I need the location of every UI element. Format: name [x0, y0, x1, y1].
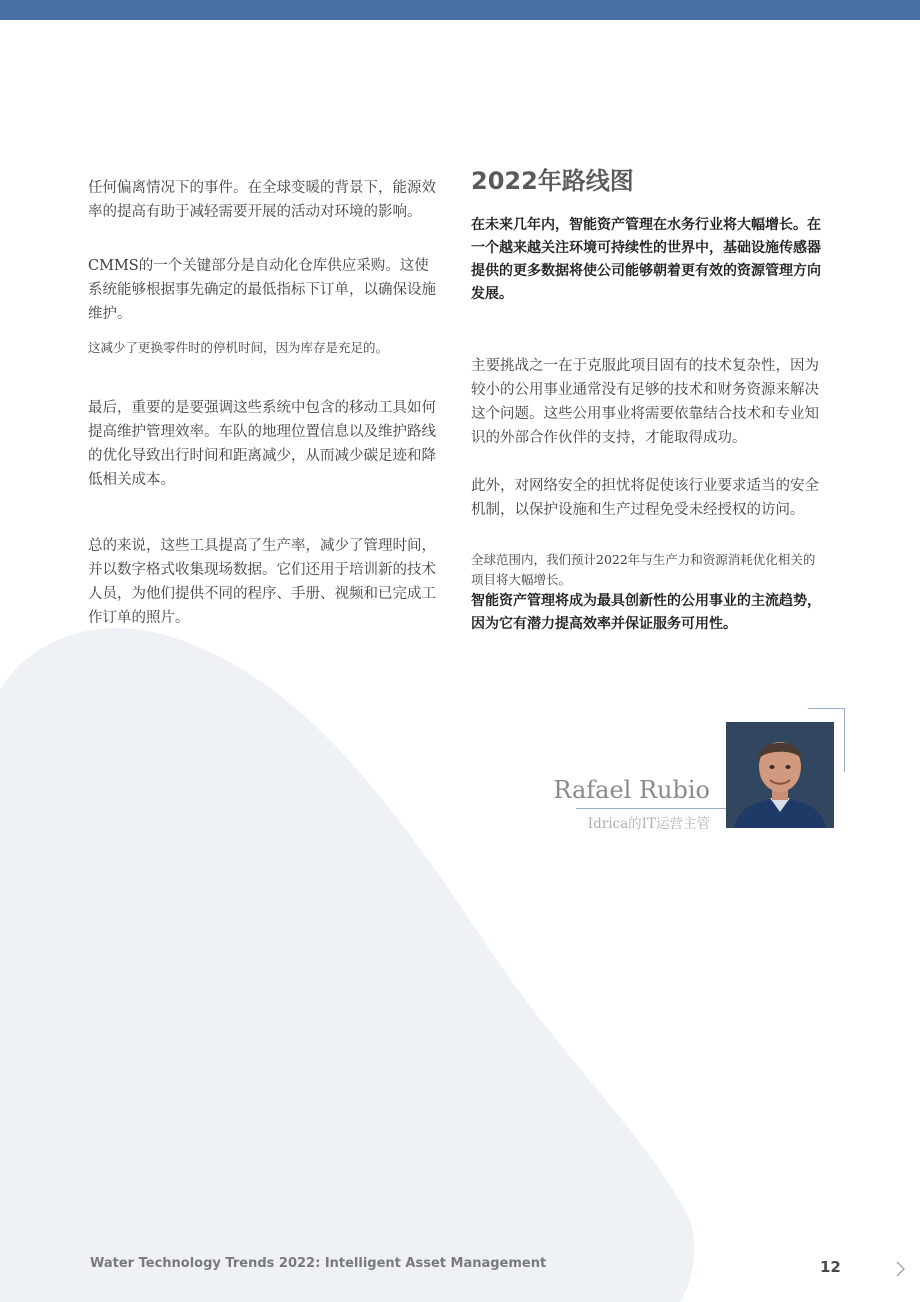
- left-paragraph-2: CMMS的一个关键部分是自动化仓库供应采购。这使系统能够根据事先确定的最低指标下订单，以确保设施维护。: [88, 258, 436, 322]
- author-block: [553, 708, 860, 838]
- right-paragraph-1: 主要挑战之一在于克服此项目固有的技术复杂性，因为较小的公用事业通常没有足够的技术和财务资源来解决这个问题。这些公用事业将需要依靠结合技术和专业知识的外部合作伙伴的支持，才能取得成功。: [471, 358, 819, 446]
- left-paragraph-4: 最后，重要的是要强调这些系统中包含的移动工具如何提高维护管理效率。车队的地理位置信息以及维护路线的优化导致出行时间和距离减少，从而减少碳足迹和降低相关成本。: [88, 400, 436, 488]
- section-heading: 2022年路线图: [471, 167, 634, 195]
- right-column: [471, 164, 827, 636]
- author-divider: [576, 808, 726, 809]
- chevron-right-icon[interactable]: [893, 1260, 907, 1278]
- author-photo: [726, 722, 834, 828]
- frame-line-horizontal: [808, 708, 845, 709]
- footer-title: Water Technology Trends 2022: Intelligent Asset Management: [90, 1256, 547, 1271]
- lead-paragraph: 在未来几年内，智能资产管理在水务行业将大幅增长。在一个越来越关注环境可持续性的世界中，基础设施传感器提供的更多数据将使公司能够朝着更有效的资源管理方向发展。: [471, 217, 821, 302]
- left-paragraph-5: 总的来说，这些工具提高了生产率，减少了管理时间，并以数字格式收集现场数据。它们还用于培训新的技术人员，为他们提供不同的程序、手册、视频和已完成工作订单的照片。: [88, 538, 436, 626]
- author-name: Rafael Rubio: [553, 776, 710, 804]
- frame-line-vertical: [844, 708, 845, 772]
- right-small-paragraph: 全球范围内，我们预计2022年与生产力和资源消耗优化相关的项目将大幅增长。: [471, 552, 816, 587]
- left-column: [88, 176, 438, 630]
- left-paragraph-1: 任何偏离情况下的事件。在全球变暖的背景下，能源效率的提高有助于减轻需要开展的活动对环境的影响。: [88, 180, 436, 220]
- closing-statement: 智能资产管理将成为最具创新性的公用事业的主流趋势，因为它有潜力提高效率并保证服务可用性。: [471, 593, 821, 632]
- page-number: 12: [820, 1258, 841, 1276]
- right-paragraph-2: 此外，对网络安全的担忧将促使该行业要求适当的安全机制，以保护设施和生产过程免受未经授权的访问。: [471, 478, 819, 518]
- left-paragraph-3: 这减少了更换零件时的停机时间，因为库存是充足的。: [88, 340, 389, 355]
- author-role: Idrica的IT运营主管: [587, 816, 710, 832]
